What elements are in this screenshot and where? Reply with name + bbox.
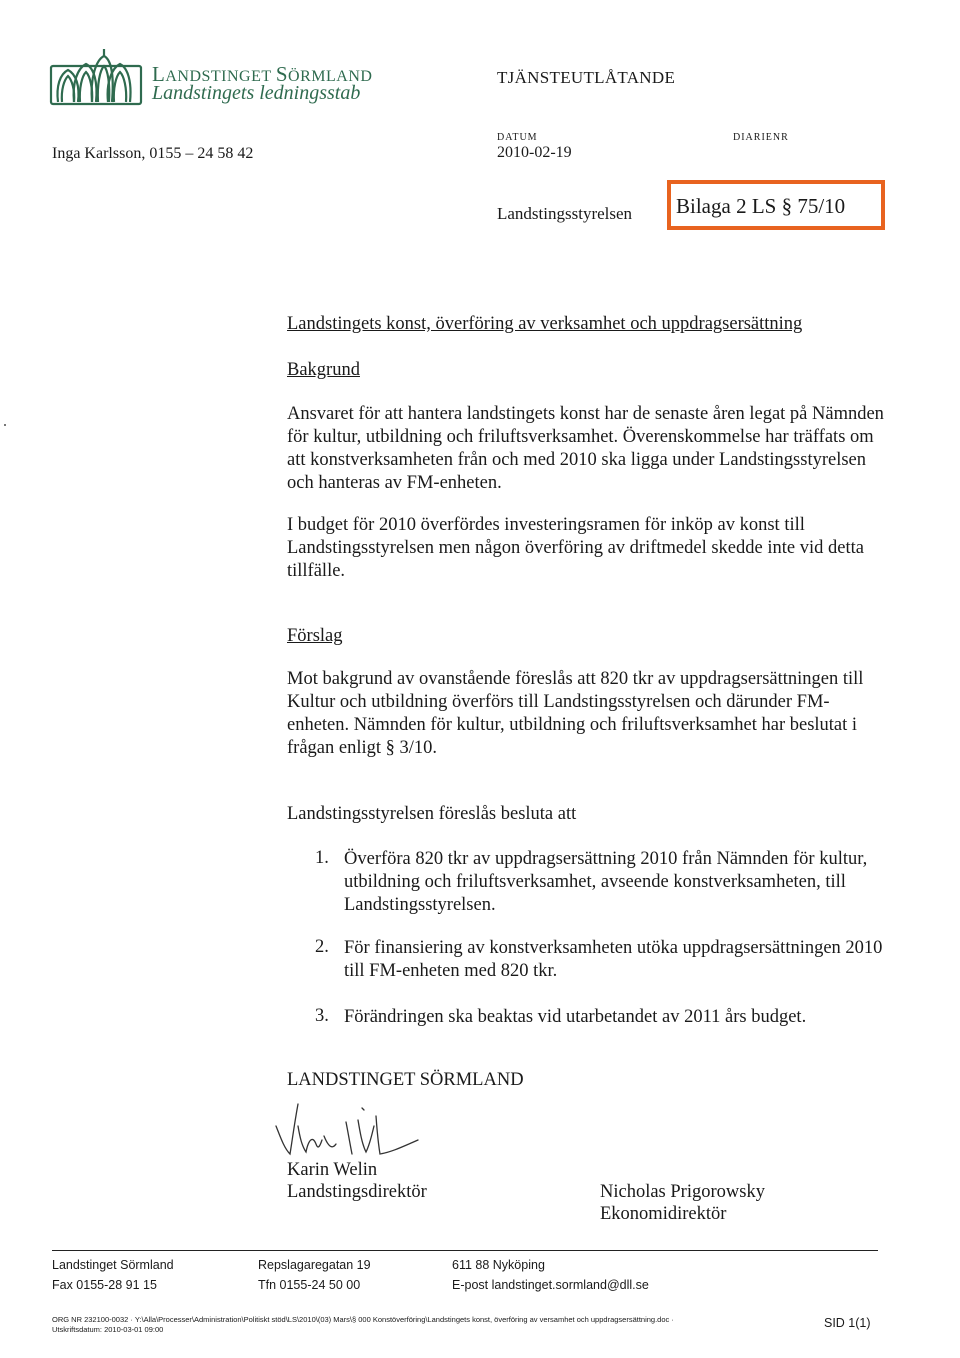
footer-fax: Fax 0155-28 91 15 (52, 1278, 157, 1292)
footer-phone: Tfn 0155-24 50 00 (258, 1278, 361, 1292)
decision-text: Överföra 820 tkr av uppdragsersättning 2010 från Nämnden för kultur, utbildning och friluftsverksamhet, avseende konstverksamheten, till Landstingsstyrelsen. (344, 849, 868, 915)
paragraph-forslag: Mot bakgrund av ovanstående föreslås att 820 tkr av uppdragsersättningen till Kultur och utbildning överförs till Landstingsstyrelsen och därunder FM-enheten. Nämnden för kultur, utbildning och friluftsverksamhet har beslutat i frågan enligt § 3/10. (287, 669, 864, 758)
scan-speck (4, 424, 6, 426)
footer-file-meta: ORG NR 232100-0032 · Y:\Alla\Processer\Administration\Politiskt stöd\LS\2010\(03) Mars\§ 000 Konstöverföring\Landstingets konst, överföring av versamhet och uppdragsersättning.doc · Utskriftsdatum: 2010-03-01 09:00 (52, 1315, 674, 1334)
decision-text: Förändringen ska beaktas vid utarbetandet av 2011 års budget. (344, 1007, 807, 1027)
org-name-part2: ÖRMLAND (288, 68, 373, 85)
heading-bakgrund: Bakgrund (287, 360, 360, 380)
datum-value: 2010-02-19 (497, 144, 572, 161)
signer1-title: Landstingsdirektör (287, 1182, 427, 1202)
recipient: Landstingsstyrelsen (497, 204, 633, 223)
org-name-letter-s: S (275, 62, 289, 86)
footer-address: Repslagaregatan 19 (258, 1258, 371, 1272)
decision-number: 2. (315, 937, 329, 957)
signer2-name: Nicholas Prigorowsky (600, 1182, 765, 1202)
decision-number: 1. (315, 848, 329, 868)
org-subtitle: Landstingets ledningsstab (152, 82, 361, 104)
page-number: SID 1(1) (824, 1316, 871, 1330)
org-name-part1: ANDSTINGET (165, 68, 276, 85)
signer2-title: Ekonomidirektör (600, 1204, 727, 1224)
sender-contact: Inga Karlsson, 0155 – 24 58 42 (52, 145, 254, 162)
document-title: Landstingets konst, överföring av verksamhet och uppdragsersättning (287, 314, 803, 334)
footer-email: E-post landstinget.sormland@dll.se (452, 1278, 649, 1292)
paragraph-decision-intro: Landstingsstyrelsen föreslås besluta att (287, 804, 577, 824)
heading-forslag: Förslag (287, 626, 343, 646)
handwritten-signature (262, 1096, 432, 1166)
signature-org: LANDSTINGET SÖRMLAND (287, 1070, 524, 1090)
footer-org: Landstinget Sörmland (52, 1258, 174, 1272)
decision-text: För finansiering av konstverksamheten utöka uppdragsersättningen 2010 till FM-enheten med 820 tkr. (344, 938, 883, 981)
org-name-letter-l: L (152, 62, 166, 86)
signer1-name: Karin Welin (287, 1160, 378, 1180)
decision-number: 3. (315, 1006, 329, 1026)
datum-label: DATUM (497, 132, 538, 143)
diarienr-label: DIARIENR (733, 132, 789, 143)
footer-divider (52, 1250, 878, 1251)
paragraph-bakgrund-2: I budget för 2010 överfördes investeringsramen för inköp av konst till Landstingsstyrelsen men någon överföring av driftmedel skedde inte vid detta tillfälle. (287, 515, 864, 581)
paragraph-bakgrund-1: Ansvaret för att hantera landstingets konst har de senaste åren legat på Nämnden för kultur, utbildning och friluftsverksamhet. Överenskommelse har träffats om att konstverksamheten från och med 2010 ska ligga under Landstingsstyrelsen och hanteras av FM-enheten. (287, 404, 884, 493)
bilaga-stamp-text: Bilaga 2 LS § 75/10 (676, 194, 846, 218)
document-type: TJÄNSTEUTLÅTANDE (497, 68, 676, 87)
landstinget-logo-icon (48, 46, 144, 108)
footer-city: 611 88 Nyköping (452, 1258, 545, 1272)
